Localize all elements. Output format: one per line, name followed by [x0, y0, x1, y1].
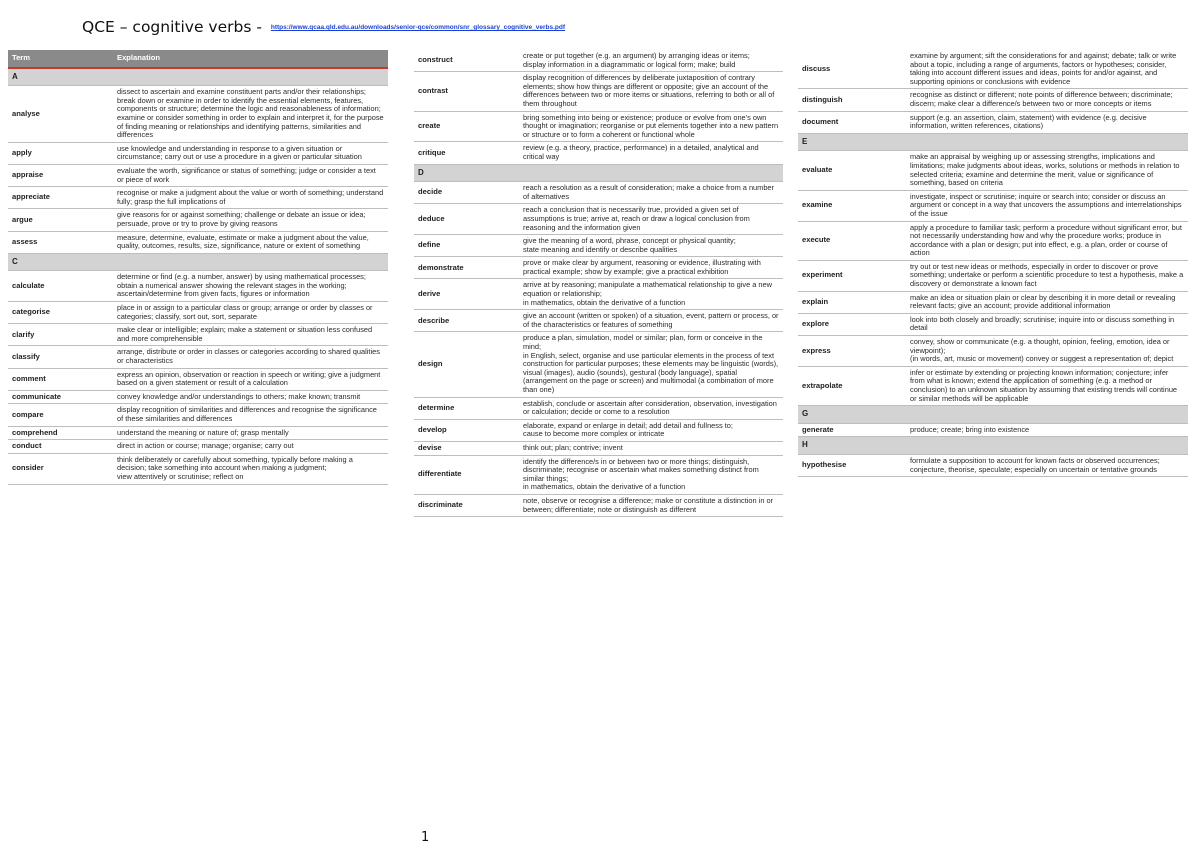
- explanation-cell: make an idea or situation plain or clear by describing it in more detail or revealing relevant facts; give an account; provide additional information: [906, 291, 1188, 313]
- term-cell: consider: [8, 453, 113, 484]
- term-cell: generate: [798, 423, 906, 437]
- term-cell: create: [414, 111, 519, 142]
- section-letter: E: [798, 133, 1188, 151]
- section-letter: G: [798, 406, 1188, 424]
- section-row: [798, 406, 1188, 424]
- table-row: [8, 209, 388, 231]
- term-cell: compare: [8, 404, 113, 426]
- explanation-cell: review (e.g. a theory, practice, performance) in a detailed, analytical and critical way: [519, 142, 783, 164]
- table-header: [8, 50, 388, 68]
- table-row: [414, 397, 783, 419]
- explanation-cell: think out; plan; contrive; invent: [519, 441, 783, 455]
- table-row: [414, 72, 783, 111]
- term-cell: determine: [414, 397, 519, 419]
- table-row: [798, 50, 1188, 89]
- explanation-cell: use knowledge and understanding in response to a given situation or circumstance; carry out or use a procedure in a given or particular situation: [113, 142, 388, 164]
- table-row: [8, 187, 388, 209]
- table-row: [414, 494, 783, 516]
- table-row: [8, 368, 388, 390]
- explanation-cell: produce; create; bring into existence: [906, 423, 1188, 437]
- term-cell: execute: [798, 221, 906, 260]
- header-term: Term: [8, 50, 113, 68]
- table-row: [8, 142, 388, 164]
- term-cell: document: [798, 111, 906, 133]
- section-letter: H: [798, 437, 1188, 455]
- term-cell: extrapolate: [798, 366, 906, 405]
- table-row: [8, 231, 388, 253]
- explanation-cell: arrange, distribute or order in classes or categories according to shared qualities or characteristics: [113, 346, 388, 368]
- term-cell: demonstrate: [414, 257, 519, 279]
- table-row: [414, 182, 783, 204]
- glossary-column-2: [414, 50, 783, 517]
- term-cell: contrast: [414, 72, 519, 111]
- term-cell: clarify: [8, 324, 113, 346]
- explanation-cell: express an opinion, observation or reaction in speech or writing; give a judgment based on a given statement or result of a calculation: [113, 368, 388, 390]
- explanation-cell: support (e.g. an assertion, claim, statement) with evidence (e.g. decisive information, written references, citations): [906, 111, 1188, 133]
- page-number: 1: [421, 830, 430, 845]
- term-cell: argue: [8, 209, 113, 231]
- table-row: [8, 453, 388, 484]
- table-row: [414, 142, 783, 164]
- explanation-cell: convey, show or communicate (e.g. a thought, opinion, feeling, emotion, idea or viewpoint); (in words, art, music or movement) convey or suggest a representation of; depict: [906, 336, 1188, 367]
- explanation-cell: evaluate the worth, significance or status of something; judge or consider a text or piece of work: [113, 164, 388, 186]
- explanation-cell: dissect to ascertain and examine constituent parts and/or their relationships; break down or examine in order to identify the essential elements, features, components or structure; determine the logic and reasonableness of information; examine or consider something in order to explain and interpret it, for the purpose of finding meaning or relationships and identifying patterns, similarities and differences: [113, 86, 388, 143]
- term-cell: apply: [8, 142, 113, 164]
- table-row: [8, 426, 388, 440]
- explanation-cell: understand the meaning or nature of; grasp mentally: [113, 426, 388, 440]
- explanation-cell: prove or make clear by argument, reasoning or evidence, illustrating with practical example; show by example; give a practical exhibition: [519, 257, 783, 279]
- explanation-cell: display recognition of similarities and differences and recognise the significance of these similarities and differences: [113, 404, 388, 426]
- term-cell: communicate: [8, 390, 113, 404]
- term-cell: derive: [414, 279, 519, 310]
- term-cell: examine: [798, 190, 906, 221]
- term-cell: appraise: [8, 164, 113, 186]
- section-row: [798, 133, 1188, 151]
- explanation-cell: produce a plan, simulation, model or similar; plan, form or conceive in the mind; in English, select, organise and use particular elements in the process of text construction for particular purposes; these elements may be linguistic (words), visual (images), audio (sounds), gestural (body language), spatial (arrangement on the page or screen) and multimodal (a combination of more than one): [519, 332, 783, 397]
- table-row: [414, 50, 783, 72]
- explanation-cell: make clear or intelligible; explain; make a statement or situation less confused and more comprehensible: [113, 324, 388, 346]
- explanation-cell: give reasons for or against something; challenge or debate an issue or idea; persuade, prove or try to prove by giving reasons: [113, 209, 388, 231]
- term-cell: devise: [414, 441, 519, 455]
- table-row: [798, 313, 1188, 335]
- term-cell: explore: [798, 313, 906, 335]
- table-row: [798, 151, 1188, 190]
- term-cell: analyse: [8, 86, 113, 143]
- term-cell: explain: [798, 291, 906, 313]
- explanation-cell: make an appraisal by weighing up or assessing strengths, implications and limitations; make judgments about ideas, works, solutions or methods in relation to selected criteria; examine and determine the merit, value or significance of something, based on criteria: [906, 151, 1188, 190]
- section-letter: A: [8, 68, 388, 86]
- term-cell: distinguish: [798, 89, 906, 111]
- table-row: [798, 336, 1188, 367]
- explanation-cell: examine by argument; sift the considerations for and against; debate; talk or write about a topic, including a range of arguments, factors or hypotheses; consider, taking into account different issues and ideas, points for and/or against, and supporting opinions or conclusions with evidence: [906, 50, 1188, 89]
- term-cell: decide: [414, 182, 519, 204]
- term-cell: comment: [8, 368, 113, 390]
- glossary-table-2: [414, 50, 783, 517]
- explanation-cell: determine or find (e.g. a number, answer) by using mathematical processes; obtain a numerical answer showing the relevant stages in the working; ascertain/determine from given facts, figures or information: [113, 271, 388, 302]
- table-row: [798, 423, 1188, 437]
- section-letter: D: [414, 164, 783, 182]
- table-row: [414, 235, 783, 257]
- table-row: [798, 366, 1188, 405]
- glossary-table-1: [8, 50, 388, 485]
- term-cell: develop: [414, 419, 519, 441]
- section-row: [8, 68, 388, 86]
- explanation-cell: apply a procedure to familiar task; perform a procedure without significant error, but not necessarily understanding how and why the procedure works; produce in accordance with a plan or design; put into effect, e.g. a plan, order or course of action: [906, 221, 1188, 260]
- term-cell: deduce: [414, 204, 519, 235]
- section-row: [8, 253, 388, 271]
- explanation-cell: note, observe or recognise a difference; make or constitute a distinction in or between; differentiate; note or distinguish as different: [519, 494, 783, 516]
- glossary-column-1: [8, 50, 388, 485]
- table-row: [8, 440, 388, 454]
- explanation-cell: establish, conclude or ascertain after consideration, observation, investigation or calculation; decide or come to a resolution: [519, 397, 783, 419]
- explanation-cell: investigate, inspect or scrutinise; inquire or search into; consider or discuss an argument or concept in a way that uncovers the assumptions and interrelationships of the issue: [906, 190, 1188, 221]
- table-row: [8, 86, 388, 143]
- table-row: [798, 260, 1188, 291]
- explanation-cell: look into both closely and broadly; scrutinise; inquire into or discuss something in detail: [906, 313, 1188, 335]
- table-row: [414, 310, 783, 332]
- explanation-cell: formulate a supposition to account for known facts or observed occurrences; conjecture, theorise, speculate; especially on uncertain or tentative grounds: [906, 454, 1188, 476]
- explanation-cell: measure, determine, evaluate, estimate or make a judgment about the value, quality, outcomes, results, size, significance, nature or extent of something: [113, 231, 388, 253]
- table-row: [798, 291, 1188, 313]
- section-row: [414, 164, 783, 182]
- explanation-cell: give an account (written or spoken) of a situation, event, pattern or process, or of the characteristics or features of something: [519, 310, 783, 332]
- term-cell: express: [798, 336, 906, 367]
- term-cell: calculate: [8, 271, 113, 302]
- explanation-cell: think deliberately or carefully about something, typically before making a decision; take something into account when making a judgment; view attentively or scrutinise; reflect on: [113, 453, 388, 484]
- term-cell: critique: [414, 142, 519, 164]
- explanation-cell: place in or assign to a particular class or group; arrange or order by classes or categories; classify, sort out, sort, separate: [113, 302, 388, 324]
- term-cell: appreciate: [8, 187, 113, 209]
- explanation-cell: convey knowledge and/or understandings to others; make known; transmit: [113, 390, 388, 404]
- table-row: [798, 89, 1188, 111]
- glossary-column-3: [798, 50, 1188, 477]
- table-row: [8, 271, 388, 302]
- explanation-cell: recognise as distinct or different; note points of difference between; discriminate; discern; make clear a difference/s between two or more concepts or items: [906, 89, 1188, 111]
- table-row: [414, 279, 783, 310]
- table-row: [8, 346, 388, 368]
- term-cell: hypothesise: [798, 454, 906, 476]
- table-row: [798, 221, 1188, 260]
- table-row: [414, 111, 783, 142]
- explanation-cell: create or put together (e.g. an argument) by arranging ideas or items; display information in a diagrammatic or logical form; make; build: [519, 50, 783, 72]
- table-row: [414, 441, 783, 455]
- explanation-cell: give the meaning of a word, phrase, concept or physical quantity; state meaning and identify or describe qualities: [519, 235, 783, 257]
- term-cell: conduct: [8, 440, 113, 454]
- table-row: [8, 390, 388, 404]
- term-cell: classify: [8, 346, 113, 368]
- table-row: [798, 190, 1188, 221]
- explanation-cell: infer or estimate by extending or projecting known information; conjecture; infer from what is known; extend the application of something (e.g. a method or conclusion) to an unknown situation by assuming that existing trends will continue or similar methods will be applicable: [906, 366, 1188, 405]
- source-link[interactable]: https://www.qcaa.qld.edu.au/downloads/senior-qce/common/snr_glossary_cognitive_verbs.pdf: [270, 24, 565, 31]
- term-cell: construct: [414, 50, 519, 72]
- term-cell: comprehend: [8, 426, 113, 440]
- document-title: [82, 18, 565, 36]
- explanation-cell: arrive at by reasoning; manipulate a mathematical relationship to give a new equation or relationship; in mathematics, obtain the derivative of a function: [519, 279, 783, 310]
- table-row: [8, 164, 388, 186]
- explanation-cell: display recognition of differences by deliberate juxtaposition of contrary elements; show how things are different or opposite; give an account of the differences between two or more items or situations, referring to both or all of them throughout: [519, 72, 783, 111]
- explanation-cell: try out or test new ideas or methods, especially in order to discover or prove something; undertake or perform a scientific procedure to test a hypothesis, make a discovery or demonstrate a known fact: [906, 260, 1188, 291]
- table-row: [414, 455, 783, 494]
- term-cell: experiment: [798, 260, 906, 291]
- table-row: [8, 404, 388, 426]
- term-cell: evaluate: [798, 151, 906, 190]
- term-cell: define: [414, 235, 519, 257]
- term-cell: differentiate: [414, 455, 519, 494]
- explanation-cell: reach a conclusion that is necessarily true, provided a given set of assumptions is true; arrive at, reach or draw a logical conclusion from reasoning and the information given: [519, 204, 783, 235]
- table-row: [414, 204, 783, 235]
- header-explanation: Explanation: [113, 50, 388, 68]
- glossary-table-3: [798, 50, 1188, 477]
- term-cell: discuss: [798, 50, 906, 89]
- table-row: [798, 111, 1188, 133]
- table-row: [414, 257, 783, 279]
- table-row: [8, 302, 388, 324]
- term-cell: describe: [414, 310, 519, 332]
- table-row: [8, 324, 388, 346]
- section-row: [798, 437, 1188, 455]
- explanation-cell: reach a resolution as a result of consideration; make a choice from a number of alternatives: [519, 182, 783, 204]
- term-cell: design: [414, 332, 519, 397]
- table-row: [798, 454, 1188, 476]
- table-row: [414, 332, 783, 397]
- explanation-cell: identify the difference/s in or between two or more things; distinguish, discriminate; recognise or ascertain what makes something distinct from similar things; in mathematics, obtain the derivative of a function: [519, 455, 783, 494]
- explanation-cell: direct in action or course; manage; organise; carry out: [113, 440, 388, 454]
- explanation-cell: recognise or make a judgment about the value or worth of something; understand fully; grasp the full implications of: [113, 187, 388, 209]
- explanation-cell: elaborate, expand or enlarge in detail; add detail and fullness to; cause to become more complex or intricate: [519, 419, 783, 441]
- term-cell: assess: [8, 231, 113, 253]
- explanation-cell: bring something into being or existence; produce or evolve from one's own thought or imagination; reorganise or put elements together into a new pattern or structure or to form a coherent or functional whole: [519, 111, 783, 142]
- title-text: QCE – cognitive verbs -: [82, 18, 262, 36]
- term-cell: discriminate: [414, 494, 519, 516]
- table-row: [414, 419, 783, 441]
- section-letter: C: [8, 253, 388, 271]
- term-cell: categorise: [8, 302, 113, 324]
